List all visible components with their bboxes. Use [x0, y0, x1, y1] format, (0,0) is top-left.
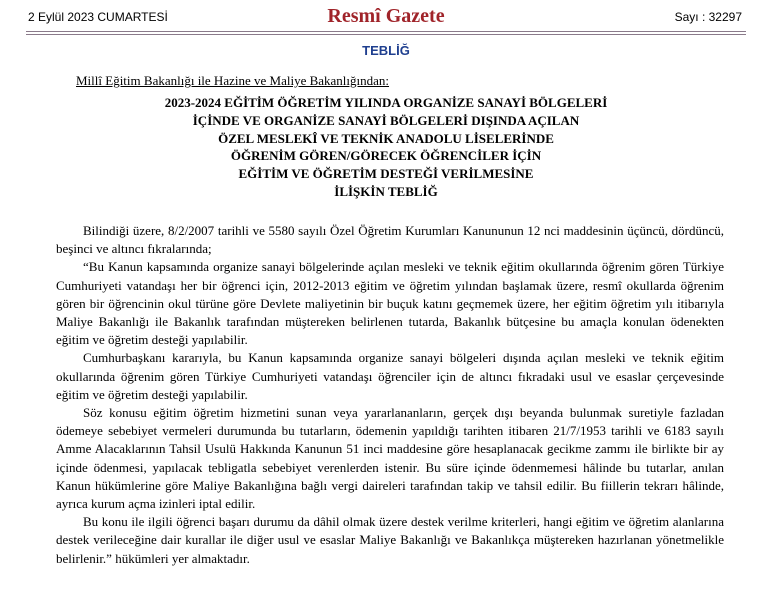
title-line: EĞİTİM VE ÖĞRETİM DESTEĞİ VERİLMESİNE — [238, 166, 534, 182]
body-paragraph: Bilindiği üzere, 8/2/2007 tarihli ve 5580 sayılı Özel Öğretim Kurumları Kanununun 12 nci maddesinin üçüncü, dördüncü, beşinci ve altıncı fıkralarında; — [56, 223, 724, 257]
title-line: İÇİNDE VE ORGANİZE SANAYİ BÖLGELERİ DIŞINDA AÇILAN — [192, 112, 580, 128]
body-paragraph: “Bu Kanun kapsamında organize sanayi bölgelerinde açılan mesleki ve teknik eğitim okullarında öğrenim gören Türkiye Cumhuriyeti vatandaşı her bir öğrenci için, 2012-2013 eğitim ve öğretim yılından başlamak üzere, resmî okullarda öğrenim gören bir öğrencinin okul türüne göre Devlete maliyetinin bir buçuk katını geçmemek üzere, her eğitim öğretim yılı itibarıyla Maliye Bakanlığı ile Bakanlık tarafından müştereken belirlenen tutarda, Bakanlık bütçesine bu amaçla konulan ödenekten eğitim ve öğretim desteği yapılabilir. — [56, 259, 724, 348]
issue-number: Sayı : 32297 — [674, 10, 742, 24]
body-paragraph: Söz konusu eğitim öğretim hizmetini sunan veya yararlananların, gerçek dışı beyanda bulunmak suretiyle fazladan ödemeye sebebiyet vermeleri durumunda bu tutarların, ödemenin yapıldığı tarihten itibaren 21/7/1953 tarihli ve 6183 sayılı Amme Alacaklarının Tahsil Usulü Hakkında Kanunun 51 inci maddesine göre hesaplanacak gecikme zammı ile birlikte bir ay içinde ödenmesi, yapılacak tebligatla sebebiyet verenlerden istenir. Bu süre içinde ödenmemesi hâlinde bu tutarlar, anılan Kanun hükümlerine göre Maliye Bakanlığına bağlı vergi daireleri tarafından takip ve tahsil edilir. Bu fiillerin tekrarı hâlinde, ayrıca kurum açma izinleri iptal edilir. — [56, 405, 724, 512]
title-line: ÖZEL MESLEKÎ VE TEKNİK ANADOLU LİSELERİNDE — [218, 130, 554, 146]
header-date: 2 Eylül 2023 CUMARTESİ — [28, 10, 168, 24]
issuing-ministry: Millî Eğitim Bakanlığı ile Hazine ve Maliye Bakanlığından: — [76, 73, 390, 88]
gazette-header — [0, 0, 772, 32]
title-line: ÖĞRENİM GÖREN/GÖRECEK ÖĞRENCİLER İÇİN — [230, 148, 542, 164]
section-heading: TEBLİĞ — [362, 43, 410, 58]
header-rule-bottom — [26, 34, 746, 35]
title-line: 2023-2024 EĞİTİM ÖĞRETİM YILINDA ORGANİZE SANAYİ BÖLGELERİ — [164, 95, 608, 110]
header-rule-top — [26, 31, 746, 32]
title-line: İLİŞKİN TEBLİĞ — [334, 183, 438, 199]
regulation-title — [60, 94, 712, 201]
body-paragraph: Bu konu ile ilgili öğrenci başarı durumu da dâhil olmak üzere destek verilme kriterleri, hangi eğitim ve öğretim alanlarına destek verileceğine dair kurallar ile diğer usul ve esaslar Maliye Bakanlığı ve Bakanlıkça müştereken hazırlanan yönetmelikle belirlenir.” hükümleri yer almaktadır. — [56, 514, 724, 566]
gazette-name: Resmî Gazete — [327, 5, 445, 27]
body-paragraph: Cumhurbaşkanı kararıyla, bu Kanun kapsamında organize sanayi bölgeleri dışında açılan mesleki ve teknik eğitim okullarında öğrenim gören Türkiye Cumhuriyeti vatandaşı öğrenciler için de altıncı fıkradaki usul ve esaslar çerçevesinde eğitim ve öğretim desteği yapılabilir. — [56, 350, 724, 402]
regulation-body — [56, 222, 724, 568]
